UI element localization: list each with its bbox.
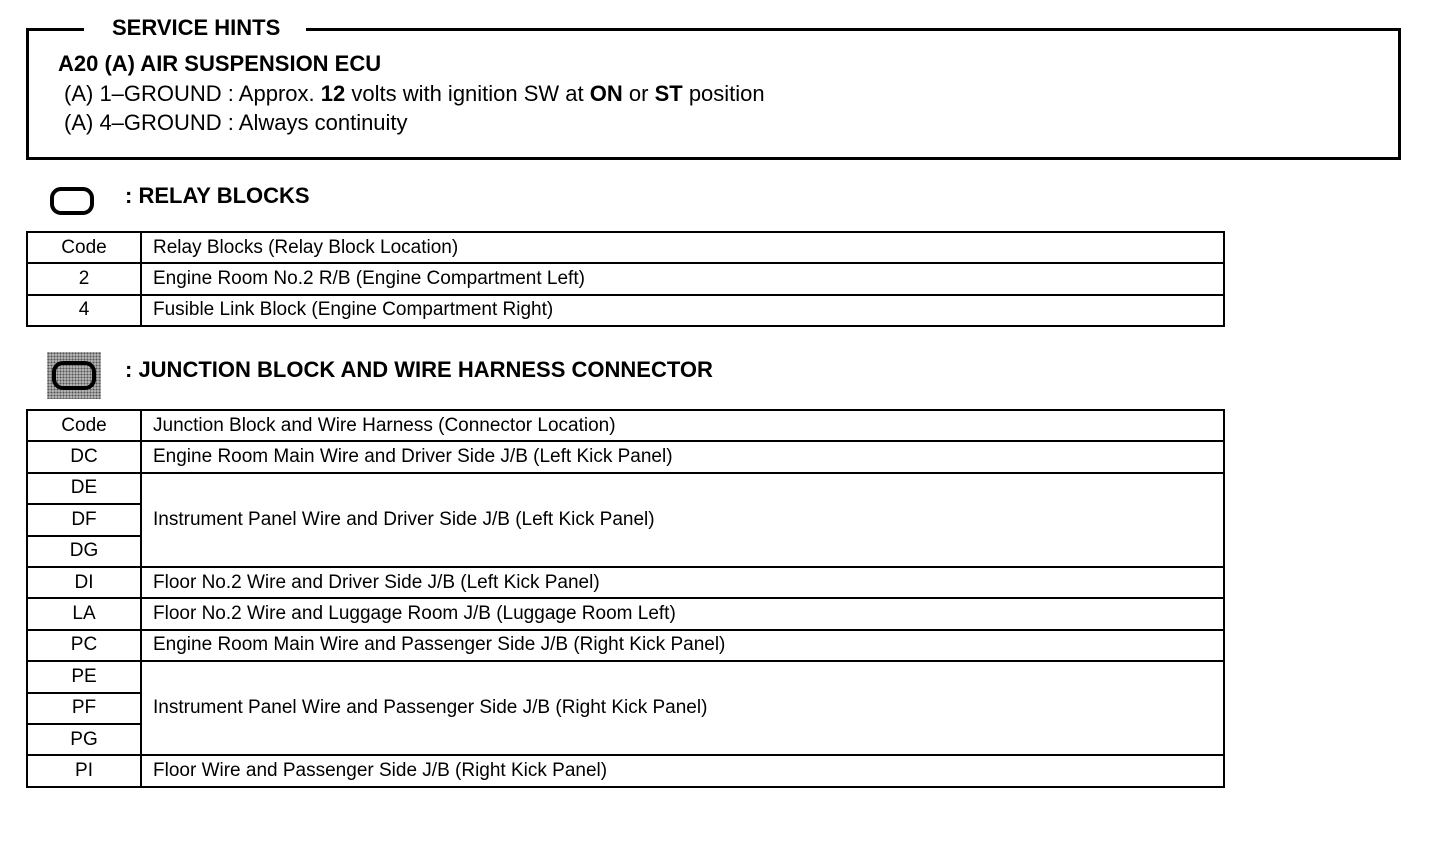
code-cell: DG — [27, 536, 141, 567]
code-header: Code — [27, 410, 141, 441]
relay-blocks-title: : RELAY BLOCKS — [125, 183, 310, 208]
hint-line-1-voltage: 12 — [320, 81, 346, 106]
hint-line-1-st: ST — [654, 81, 683, 106]
code-cell: PE — [27, 661, 141, 692]
table-row — [27, 755, 1224, 786]
hint-line-2: (A) 4–GROUND : Always continuity — [64, 110, 408, 135]
table-row — [27, 295, 1224, 326]
location-cell: Engine Room No.2 R/B (Engine Compartment Left) — [141, 263, 1224, 294]
rounded-rectangle-outline-icon — [52, 361, 96, 390]
hint-line-1-suffix: position — [682, 81, 765, 106]
table-header-row — [27, 410, 1224, 441]
hint-line-1-on: ON — [589, 81, 623, 106]
code-cell: DF — [27, 504, 141, 535]
table-row — [27, 473, 1224, 504]
hint-line-1-middle: volts with ignition SW at — [345, 81, 590, 106]
location-cell: Instrument Panel Wire and Driver Side J/B (Left Kick Panel) — [141, 473, 1224, 567]
table-row — [27, 598, 1224, 629]
location-cell: Floor Wire and Passenger Side J/B (Right Kick Panel) — [141, 755, 1224, 786]
table-row — [27, 567, 1224, 598]
hint-line-1-prefix: (A) 1–GROUND : Approx. — [64, 81, 321, 106]
code-cell: 2 — [27, 263, 141, 294]
code-cell: PC — [27, 630, 141, 661]
code-cell: DC — [27, 441, 141, 472]
code-cell: 4 — [27, 295, 141, 326]
component-heading: A20 (A) AIR SUSPENSION ECU — [58, 51, 382, 76]
location-header: Relay Blocks (Relay Block Location) — [141, 232, 1224, 263]
location-cell: Instrument Panel Wire and Passenger Side J/B (Right Kick Panel) — [141, 661, 1224, 755]
hint-line-1 — [64, 80, 765, 108]
code-cell: DE — [27, 473, 141, 504]
location-cell: Floor No.2 Wire and Luggage Room J/B (Luggage Room Left) — [141, 598, 1224, 629]
service-hints-title: SERVICE HINTS — [84, 14, 306, 42]
code-cell: PG — [27, 724, 141, 755]
junction-blocks-title: : JUNCTION BLOCK AND WIRE HARNESS CONNECTOR — [125, 357, 713, 382]
table-header-row — [27, 232, 1224, 263]
code-cell: DI — [27, 567, 141, 598]
table-row — [27, 630, 1224, 661]
rounded-rectangle-icon — [50, 187, 94, 215]
table-row — [27, 661, 1224, 692]
table-row — [27, 441, 1224, 472]
junction-blocks-table — [26, 409, 1225, 788]
code-header: Code — [27, 232, 141, 263]
code-cell: PF — [27, 693, 141, 724]
location-cell: Engine Room Main Wire and Driver Side J/B (Left Kick Panel) — [141, 441, 1224, 472]
table-row — [27, 263, 1224, 294]
relay-blocks-table — [26, 231, 1225, 327]
location-header: Junction Block and Wire Harness (Connector Location) — [141, 410, 1224, 441]
code-cell: PI — [27, 755, 141, 786]
hint-line-1-or: or — [622, 81, 655, 106]
location-cell: Fusible Link Block (Engine Compartment Right) — [141, 295, 1224, 326]
location-cell: Floor No.2 Wire and Driver Side J/B (Left Kick Panel) — [141, 567, 1224, 598]
code-cell: LA — [27, 598, 141, 629]
location-cell: Engine Room Main Wire and Passenger Side J/B (Right Kick Panel) — [141, 630, 1224, 661]
